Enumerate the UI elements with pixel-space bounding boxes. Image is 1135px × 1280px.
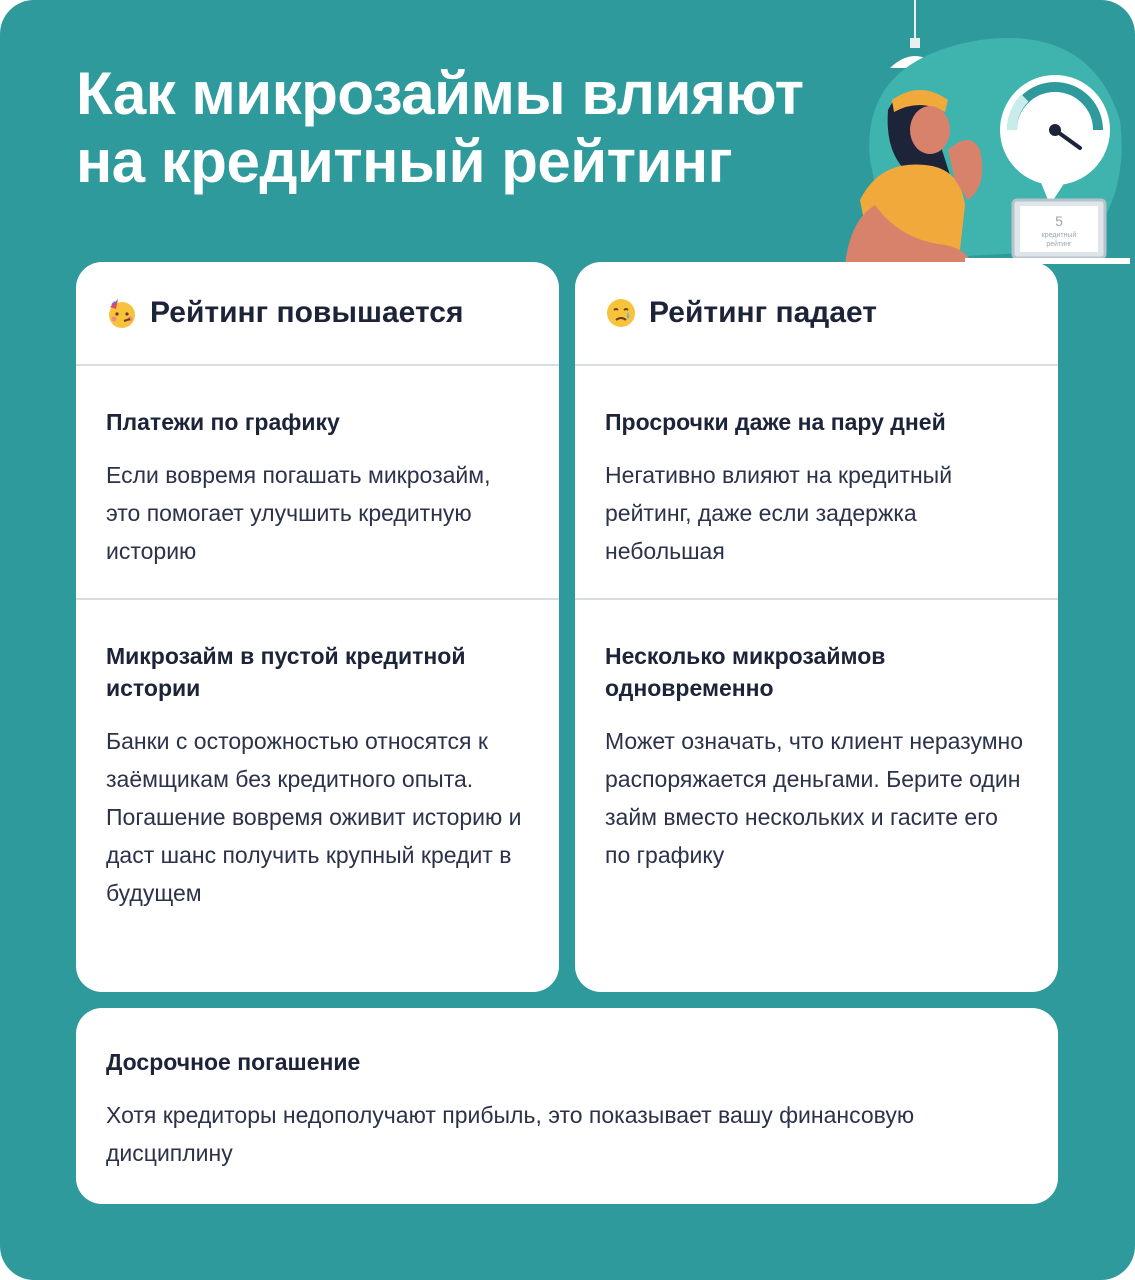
lamp-socket	[910, 38, 920, 48]
rating-down-item-2	[575, 600, 1058, 874]
rating-up-item-1	[76, 366, 559, 600]
rating-up-heading: Рейтинг повышается	[150, 296, 464, 329]
item-text: Банки с осторожностью относятся к заёмщикам без кредитного опыта. Погашение вовремя оживит историю и даст шанс получить крупный кредит в будущем	[106, 728, 522, 906]
item-text: Негативно влияют на кредитный рейтинг, даже если задержка небольшая	[605, 462, 953, 564]
gauge-center	[1049, 124, 1061, 136]
early-repayment-item	[76, 1008, 1058, 1172]
crying-face-icon	[605, 297, 637, 329]
rating-down-item-1	[575, 366, 1058, 600]
rating-up-header	[76, 262, 559, 366]
item-title: Просрочки даже на пару дней	[605, 409, 946, 435]
page-title	[76, 60, 876, 196]
title-line-2: на кредитный рейтинг	[76, 128, 733, 195]
screen-number: 5	[1055, 213, 1063, 229]
item-title: Платежи по графику	[106, 409, 340, 435]
rating-down-card	[575, 262, 1058, 992]
item-text: Если вовремя погашать микрозайм, это помогает улучшить кредитную историю	[106, 462, 491, 564]
item-title: Микрозайм в пустой кредитной истории	[106, 643, 466, 701]
item-text: Хотя кредиторы недополучают прибыль, это показывает вашу финансовую дисциплину	[106, 1102, 915, 1166]
rating-down-heading: Рейтинг падает	[649, 296, 877, 329]
item-title: Досрочное погашение	[106, 1049, 361, 1075]
title-line-1: Как микрозаймы влияют	[76, 60, 804, 127]
woman-face	[910, 106, 950, 154]
woman-credit-score-illustration	[830, 0, 1135, 290]
rating-up-item-2	[76, 600, 559, 912]
early-repayment-card	[76, 1008, 1058, 1204]
party-face-icon	[106, 297, 138, 329]
screen-label-2: рейтинг	[1046, 241, 1072, 248]
item-title: Несколько микрозаймов одновременно	[605, 643, 886, 701]
item-text: Может означать, что клиент неразумно распоряжается деньгами. Берите один займ вместо нескольких и гасите его по графику	[605, 728, 1024, 868]
screen-label-1: кредитный	[1041, 232, 1077, 239]
rating-down-header	[575, 262, 1058, 366]
rating-up-card	[76, 262, 559, 992]
